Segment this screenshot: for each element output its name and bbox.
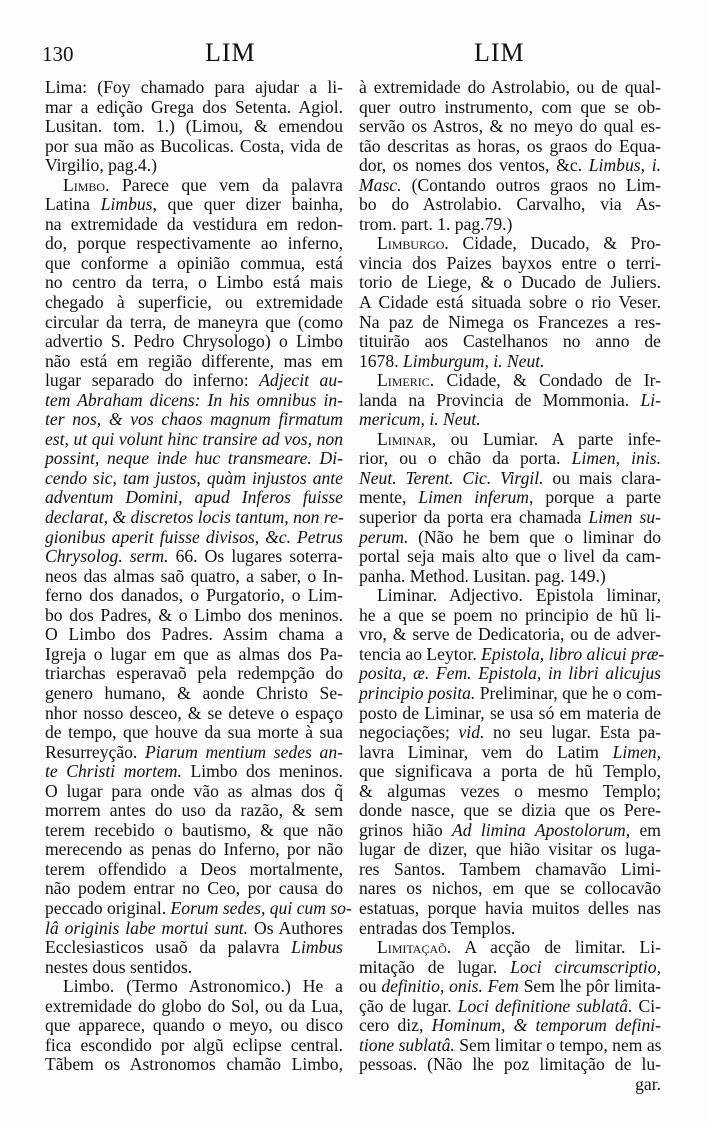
text-segment: 66. Os lugares soterra- [168,546,344,567]
italic-text: declarat, & discretos locis tantum, non re- [45,507,344,528]
text-segment: mar a edição Grega dos Setenta. Agiol. [45,96,343,117]
text-line [359,606,661,626]
text-line [45,391,343,411]
text-segment: panha. Method. Lusitan. pag. 149.) [359,565,606,586]
text-line [359,156,661,176]
text-segment: não podem entrar no Ceo, por causa do [45,878,343,899]
text-line [45,897,352,919]
text-line [359,664,661,684]
text-segment: Cidade, & Condado de Ir- [434,370,661,391]
headword: Liminar [377,428,432,449]
text-segment: fica escondido por algũ eclipse central. [45,1034,343,1055]
italic-text: adventum Domini, apud Inferos fuisse [45,487,343,508]
text-line [359,684,661,704]
italic-text: gionibus aperit fuisse divisos, &c. Petrus [45,526,343,547]
text-line [359,410,661,430]
text-segment: ou [359,976,382,997]
text-segment: Os Authores [248,917,343,938]
text-line [359,899,661,919]
text-segment: extremidade do globo do Sol, ou da Lua, [45,995,343,1016]
text-line [359,215,661,235]
text-line [359,643,665,665]
text-line [359,1036,661,1056]
text-line [359,293,661,313]
entry-start-line [359,586,661,606]
italic-text: Chrysolog. serm. [45,546,169,567]
text-segment: superior da porta era chamada [359,507,589,528]
text-segment: triarchas esperavaõ pela redempção do [45,663,343,684]
text-segment: tituirão aos Castelhanos no anno de [359,331,661,352]
text-line [45,1036,343,1056]
text-segment: Igreja o lugar em que as almas dos Pa- [45,643,343,664]
text-line [359,743,661,763]
text-line [359,176,661,196]
entry-start-line [45,176,343,196]
italic-text: posita, æ. Fem. Epistola, in libri alicujus [359,663,661,684]
text-line [359,488,661,508]
text-segment: 1678. [359,350,403,371]
text-line [359,117,661,137]
text-line [359,625,661,645]
italic-text: perum. [359,526,409,547]
headword: Limeric. [377,370,435,391]
text-segment: neos das almas saõ quatro, a saber, o In- [45,565,343,586]
italic-text: Hominum, & temporum defini- [431,1015,662,1036]
text-line [45,156,343,176]
text-line [45,586,343,606]
italic-text: Adjecit au- [259,370,343,391]
text-segment: Parece que vem da palavra [109,174,343,195]
text-segment: Limbo. (Termo Astronomico.) He a [63,976,343,997]
text-line [359,1016,661,1036]
text-segment: terem offendido a Deos mortalmente, [45,858,343,879]
text-segment: Liminar. Adjectivo. Epistola liminar, [377,585,661,606]
text-segment: posto de Liminar, se usa só em materia de [359,702,661,723]
text-line [359,391,661,411]
italic-text: possint, neque inde huc transmeare. Di- [45,448,343,469]
text-segment: torio de Liege, & o Ducado de Juliers. [359,272,661,293]
text-segment: genero humano, & aonde Christo Se- [45,682,343,703]
italic-text: Loci definitione sublatâ. [457,995,633,1016]
text-segment: lugar de dizer, que hião visitar os luga- [359,839,661,860]
text-line [45,704,343,724]
text-segment: vincia dos Paizes bayxos entre o terri- [359,252,661,273]
italic-text: Limen inferum [418,487,529,508]
text-segment: peccado original. [45,897,171,918]
text-line [45,1016,343,1036]
text-line [359,98,661,118]
text-segment: gar. [635,1073,661,1094]
text-line [45,801,343,821]
text-segment: Sem limitar o tempo, nem as [454,1034,662,1055]
text-line [45,371,343,391]
text-line [45,684,343,704]
text-segment: , em [625,819,661,840]
text-line [45,879,343,899]
text-segment: mitação de lugar. [359,956,511,977]
italic-text: vid. [458,722,485,743]
text-line [359,469,661,489]
text-line [45,762,343,782]
text-segment: rior, ou o chão da porta. [359,448,572,469]
text-segment: grinos hião [359,819,452,840]
text-segment: quer outro instrumento, com que se ob- [359,96,661,117]
text-segment: no centro da terra, o Limbo está mais [45,272,343,293]
text-segment: Latina [45,194,101,215]
text-line [359,332,661,352]
text-segment: Ecclesiasticos usaõ da palavra [45,937,292,958]
italic-text: Limbus [291,937,343,958]
text-segment: landa na Provincia de Mommonia. [359,389,641,410]
text-line [45,352,343,372]
text-line [45,821,343,841]
text-line [359,508,661,528]
text-segment: do, porque respectivamente ao inferno, [45,233,343,254]
text-line [45,430,343,450]
text-line [45,273,343,293]
text-line [45,469,343,489]
text-line [45,567,343,587]
text-line [359,977,661,997]
text-segment: & algumas vezes o mesmo Templo; [359,780,661,801]
text-segment: lugar separado do inferno: [45,370,260,391]
text-segment: Sem lhe pôr limita- [518,976,661,997]
text-line [45,313,343,333]
text-segment: lavra Liminar, vem do Latim [359,741,613,762]
text-line [45,958,343,978]
text-line [359,997,661,1017]
text-line [45,938,343,958]
text-segment: (Contando outros graos no Lim- [401,174,661,195]
text-line [45,919,343,939]
text-line [45,234,343,254]
text-segment: Tãbem os Astronomos chamão Limbo, [45,1054,343,1075]
text-line [45,488,343,508]
italic-text: te Christi mortem. [45,761,182,782]
italic-text: principio posita. [359,682,476,703]
text-line [45,410,343,430]
text-segment: ou mais clara- [543,467,661,488]
text-segment: advertio S. Pedro Chrysologo) o Limbo [45,331,343,352]
text-segment: tencia ao Leytor. [359,643,482,664]
italic-text: Limen su- [588,507,661,528]
text-line [359,195,661,215]
text-segment: tão descritas as horas, os graos do Equa- [359,135,661,156]
entry-start-line [359,234,661,254]
text-line [359,1075,661,1095]
text-segment: Na paz de Nimega os Francezes a res- [359,311,661,332]
text-line [359,528,661,548]
text-line [45,860,343,880]
text-segment: terem recebido o bautismo, & que não [45,819,343,840]
text-segment: trom. part. 1. pag.79.) [359,213,513,234]
text-line [45,1055,343,1075]
italic-text: Neut. Terent. Cic. Virgil. [359,467,544,488]
text-segment: pessoas. (Não lhe poz limitação de lu- [359,1054,661,1075]
text-segment: res Santos. Tambem chamavão Limi- [359,858,661,879]
text-segment: Ci- [632,995,661,1016]
text-line [45,98,343,118]
text-line [359,782,661,802]
text-line [359,449,661,469]
entry-start-line [359,938,661,958]
text-segment: bo dos Padres, & o Limbo dos meninos. [45,604,343,625]
text-segment: circular da terra, de maneyra que (como [45,311,343,332]
text-line [45,508,343,528]
italic-text: mericum, i. Neut. [359,409,481,430]
text-line [359,137,661,157]
text-segment: ção de lugar. [359,995,458,1016]
text-segment: chegado à superficie, ou extremidade [45,292,343,313]
text-segment: na extremidade da vestidura em redon- [45,213,343,234]
text-line [359,821,661,841]
text-line [45,664,343,684]
italic-text: lâ originis labe mortui sunt. [45,917,249,938]
text-segment: nares os nichos, em que se collocavão [359,878,661,899]
text-segment: à extremidade do Astrolabio, ou de qual- [359,77,661,97]
text-line [359,801,661,821]
text-segment: mente, [359,487,419,508]
text-line [45,254,343,274]
text-line [359,879,661,899]
text-segment: Lusitan. tom. 1.) (Limou, & emendou [45,116,343,137]
entry-start-line [359,430,661,450]
text-line [359,704,661,724]
text-line [359,254,661,274]
text-segment: vro, & serve de Dedicatoria, ou de adver- [359,624,661,645]
text-line [45,332,343,352]
text-segment: que apparece, quando o meyo, ou disco [45,1015,343,1036]
italic-text: Masc. [359,174,402,195]
text-line [45,117,343,137]
text-line [359,762,661,782]
text-segment: negociações; [359,722,459,743]
text-line [359,547,661,567]
italic-text: Limbus [100,194,153,215]
text-segment: no seu lugar. Esta pa- [484,722,661,743]
italic-text: tione sublatâ. [359,1034,455,1055]
text-segment: merecendo as penas do Inferno, por não [45,839,343,860]
text-line [45,743,343,763]
text-segment: Preliminar, que he o com- [475,682,663,703]
entry-start-line [359,371,661,391]
italic-text: Ad limina Apostolorum [451,819,626,840]
text-segment: nestes dous sentidos. [45,956,193,977]
text-line [45,782,343,802]
text-line [45,78,343,98]
text-segment: , que quer dizer bainha, [152,194,343,215]
text-line [45,547,343,567]
entry-start-line [45,977,343,997]
text-segment: O Limbo dos Padres. Assim chama a [45,624,343,645]
text-segment: entradas dos Templos. [359,917,516,938]
text-segment: portal seja mais alto que o livel da cam- [359,546,661,567]
text-line [45,215,343,235]
text-segment: morrem antes do uso da razão, & sem [45,800,343,821]
text-segment: cero diz, [359,1015,432,1036]
headword: Limbo. [63,174,110,195]
text-segment: estatuas, porque havia muitos delles nas [359,897,661,918]
italic-text: ter nos, & vos chaos magnum firmatum [45,409,343,430]
text-line [359,273,661,293]
text-line [359,78,661,98]
text-line [45,137,343,157]
text-line [359,919,661,939]
italic-text: Epistola, libro alicui præ- [481,643,665,664]
text-line [45,840,343,860]
text-segment: não está em região differente, mas em [45,350,343,371]
text-segment: A acção de limitar. Li- [451,937,661,958]
text-segment: , ou Lumiar. A parte infe- [431,428,661,449]
text-line [45,528,343,548]
italic-text: Limburgum, i. Neut. [402,350,545,371]
text-segment: Virgilio, pag.4.) [45,155,157,176]
text-line [359,723,661,743]
italic-text: definitio, onis. Fem [381,976,519,997]
text-segment: Cidade, Ducado, & Pro- [448,233,661,254]
text-segment: Lima: (Foy chamado para ajudar a li- [45,77,343,97]
italic-text: Limen, [612,741,661,762]
left-column [45,77,352,1075]
text-segment: donde nasce, que se dizia que os Pere- [359,800,661,821]
text-segment: que conforme a opinião commua, está [45,252,343,273]
text-segment: por sua mão as Bucolicas. Costa, vida de [45,135,343,156]
text-line [45,449,343,469]
text-segment: A Cidade está situada sobre o rio Veser. [359,292,661,313]
italic-text: Limen, inis. [571,448,661,469]
italic-text: Loci circumscriptio, [510,956,661,977]
text-segment: he a que se poem no principio de hũ li- [359,604,661,625]
text-line [359,840,661,860]
text-line [45,195,343,215]
text-segment: (Não he bem que o liminar do [408,526,661,547]
italic-text: cendo sic, tam justos, quàm injustos ante [45,467,343,488]
text-line [45,723,343,743]
text-segment: bo do Astrolabio. Carvalho, via As- [359,194,661,215]
text-line [359,1055,661,1075]
text-line [359,860,661,880]
text-line [45,625,343,645]
right-column [359,77,665,1094]
text-line [45,645,343,665]
italic-text: Eorum sedes, qui cum so- [170,897,352,918]
italic-text: Limbus, i. [588,155,661,176]
italic-text: tem Abraham dicens: In his omnibus in- [45,389,343,410]
running-head-right: LIM [474,38,525,67]
text-segment: servão os Astros, & no meyo do qual es- [359,116,661,137]
text-segment: que significava a porta de hũ Templo, [359,761,661,782]
page-number: 130 [42,42,74,66]
text-segment: Resurreyção. [45,741,146,762]
text-line [45,606,343,626]
text-line [359,313,661,333]
text-line [359,352,661,372]
headword: Limitaçaõ. [377,937,452,958]
italic-text: Li- [640,389,661,410]
text-segment: nhor nosso desceo, & se deteve o espaço [45,702,343,723]
italic-text: est, ut qui volunt hinc transire ad vos, non [45,428,343,449]
text-line [45,293,343,313]
italic-text: Piarum mentium sedes an- [145,741,343,762]
text-segment: , porque a parte [528,487,661,508]
text-segment: O lugar para onde vão as almas dos q̃ [45,780,343,801]
text-segment: de tempo, que houve da sua morte à sua [45,722,343,743]
headword: Limburgo. [377,233,449,254]
text-segment: Limbo dos meninos. [181,761,343,782]
text-line [359,567,661,587]
text-line [45,997,343,1017]
text-segment: dor, os nomes dos ventos, &c. [359,155,589,176]
text-segment: ferno dos danados, o Purgatorio, o Lim- [45,585,343,606]
running-head-left: LIM [205,38,256,67]
text-line [359,958,661,978]
